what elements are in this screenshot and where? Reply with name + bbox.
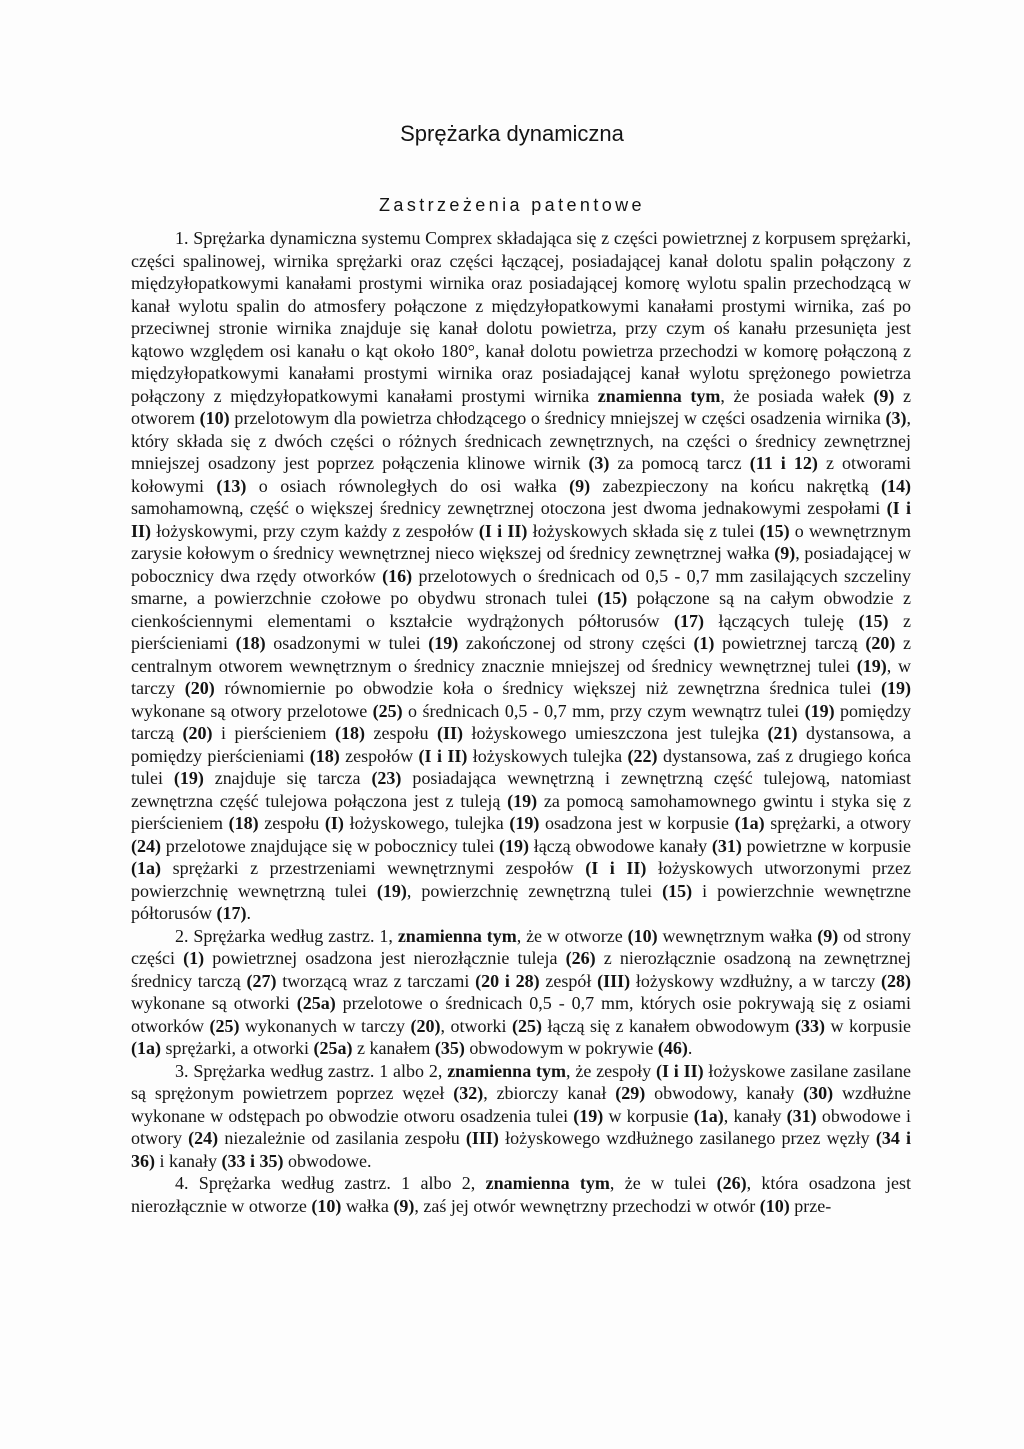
claim-text: tworzącą wraz z tarczami [276,970,476,991]
claim-reference: (3) [885,408,907,428]
claim-text: powietrznej osadzona jest nierozłącznie tuleja [204,948,566,968]
claim-reference: (II) [437,723,463,743]
claim-reference: (20) [184,678,215,698]
claim-text: i powierzchnie wewnętrzne półtorusów [131,880,911,923]
claim-reference: (10) [759,1195,790,1216]
claim-reference: (25a) [296,993,336,1013]
claim-reference: (23) [371,768,402,788]
claim-reference: (9) [873,385,895,406]
claim-reference: (34 i 36) [131,1128,911,1171]
claim-text: . [246,903,251,923]
claim-number: 2. [175,925,189,946]
claim-text: obwodowe i otwory [131,1105,911,1148]
claim-reference: (19) [428,633,459,653]
claim-reference: (1a) [734,813,765,833]
claim-reference: (10) [311,1195,342,1216]
claim-reference: (19) [376,880,407,901]
claim-text: sprężarki, a otworki [161,1038,314,1058]
claim-text: łożyskowego, tulejka [343,813,510,833]
claim-text: o średnicach 0,5 - 0,7 mm, przy czym wewnątrz tulei [402,700,805,721]
claim-number: 4. [175,1173,189,1193]
claim-text: wałka [341,1195,394,1216]
claim-text: , że zespoły [566,1060,656,1081]
claim-reference: (3) [588,453,610,473]
claim-text: znajduje się tarcza [203,768,372,788]
claim-text: za pomocą tarcz [609,453,750,473]
claim-reference: (18) [334,723,365,743]
claim-text: obwodowy, kanały [645,1083,804,1103]
claim-reference: (15) [858,610,889,631]
patent-claim [131,1172,911,1217]
claim-text: , powierzchnię zewnętrzną tulei [406,880,663,901]
patent-claim [131,1060,911,1173]
claim-text: , zbiorczy kanał [483,1083,616,1103]
claim-text: i kanały [155,1150,222,1171]
claim-text: osadzonymi w tulei [265,633,429,653]
claim-text: z pierścieniami [131,610,911,653]
claim-reference: znamienna tym [447,1060,567,1081]
claim-reference: (1a) [693,1105,724,1126]
claim-reference: (I i II) [655,1060,704,1081]
claims-body [131,227,911,1217]
claim-reference: (30) [803,1083,834,1103]
claim-text: i pierścieniem [212,723,335,743]
claim-reference: (1) [183,948,205,968]
claim-text: , który składa się z dwóch części o różnych średnicach zewnętrznych, na części o średnicy zewnętrznej mniejszej osadzony jest poprzez połączenia klinowe wirnik [131,408,912,473]
claim-reference: (20) [182,723,213,743]
claim-text: łączą obwodowe kanały [528,835,712,856]
claim-text: , zaś jej otwór wewnętrzny przechodzi w otwór [414,1195,760,1216]
claim-text: , że w tulei [609,1173,717,1193]
claim-reference: (10) [199,408,230,428]
claim-reference: (I i II) [418,745,468,766]
claim-text: sprężarki z przestrzeniami wewnętrznymi zespołów [161,858,586,878]
claim-text: zakończonej od strony części [458,633,694,653]
claim-text: od strony części [131,925,911,968]
claim-text: sprężarki, a otwory [764,813,912,833]
claim-text: posiadająca wewnętrzną i zewnętrzną część tulejową, natomiast zewnętrzna część tulejowa połączona jest z tuleją [131,768,912,811]
claim-reference: (18) [235,633,266,653]
claim-text: łożyskowego umieszczona jest tulejka [463,723,768,743]
claim-reference: (31) [786,1105,817,1126]
claim-reference: (26) [716,1173,747,1193]
claim-reference: (46) [657,1038,688,1058]
claim-text: przelotowym dla powietrza chłodzącego o średnicy mniejszej w części osadzenia wirnika [229,408,886,428]
claim-text: łożyskowego wzdłużnego zasilanego przez węzły [498,1128,876,1148]
claim-reference: (19) [804,700,835,721]
claim-text: , że w otworze [516,925,628,946]
claim-reference: (20 i 28) [475,970,540,991]
claim-reference: (11 i 12) [749,453,818,473]
claim-text: o wewnętrznym zarysie kołowym o średnicy wewnętrznej nieco większej od średnicy zewnętrznej wałka [131,520,911,563]
claim-text: łożyskowymi, przy czym każdy z zespołów [151,520,479,541]
claim-reference: (19) [507,790,538,811]
claim-text: przelotowe znajdujące się w pobocznicy tulei [161,835,499,856]
claim-reference: (9) [393,1195,415,1216]
claim-text: z kanałem [352,1038,435,1058]
claim-text: wewnętrznym wałka [657,925,818,946]
claim-text: z nierozłącznie osadzoną na zewnętrznej średnicy tarczą [131,948,911,991]
claim-reference: (35) [434,1038,465,1058]
claim-reference: (25a) [313,1038,353,1058]
claim-reference: (16) [382,565,413,586]
claim-reference: (27) [246,970,277,991]
claim-text: powietrznej tarczą [714,633,866,653]
claim-reference: znamienna tym [485,1173,610,1193]
claim-reference: (15) [597,588,628,608]
claim-reference: (17) [216,903,247,923]
claim-text: łożyskowych utworzonymi przez powierzchnię wewnętrzną tulei [131,858,911,901]
claim-reference: (15) [662,880,693,901]
claim-text: zespołu [258,813,325,833]
claim-reference: (17) [674,610,704,631]
claim-reference: (1) [693,633,715,653]
claim-reference: (13) [216,475,247,496]
claim-reference: (22) [627,745,658,766]
claim-text: przelotowe o średnicach 0,5 - 0,7 mm, których osie pokrywają się z osiami otworków [131,993,911,1036]
claim-reference: znamienna tym [597,385,721,406]
claim-reference: (I) [324,813,344,833]
claim-reference: (24) [131,835,161,856]
claim-text: osadzona jest w korpusie [539,813,735,833]
claim-text: niezależnie od zasilania zespołu [218,1128,466,1148]
claim-reference: (19) [856,655,887,676]
claim-reference: (28) [881,970,911,991]
claim-reference: (19) [173,768,204,788]
claim-text: wykonane są otworki [131,993,297,1013]
section-heading: Zastrzeżenia patentowe [379,195,645,215]
claim-reference: (31) [711,835,742,856]
claim-text: zespół [539,970,598,991]
claim-reference: (25) [209,1015,240,1036]
claim-text: . [687,1038,693,1058]
claim-text: , otworki [440,1015,513,1036]
claim-text: dystansowa, zaś z drugiego końca tulei [131,745,911,788]
claim-text: z otworem [131,385,911,428]
claim-reference: (10) [627,925,658,946]
claim-text: prze- [789,1195,832,1216]
claim-reference: (9) [774,543,796,563]
document-title: Sprężarka dynamiczna [400,121,624,146]
claim-reference: (19) [498,835,529,856]
patent-claim [131,925,911,1060]
claim-reference: (29) [615,1083,646,1103]
claim-reference: znamienna tym [397,925,517,946]
claim-reference: (1a) [131,858,161,878]
claim-reference: (18) [228,813,259,833]
claim-text: samohamowną, część o większej średnicy zewnętrznej otoczona jest dwoma jednakowymi zespołami [131,498,887,518]
claim-text: , w tarczy [131,655,911,698]
claim-text: zespołu [364,723,437,743]
claim-text: powietrzne w korpusie [741,835,911,856]
claim-text: łożyskowe zasilane zasilane są sprężonym powietrzem poprzez węzeł [131,1060,911,1103]
claim-reference: (I i II) [478,520,528,541]
claim-reference: (18) [309,745,340,766]
claim-text: , która osadzona jest nierozłącznie w otworze [131,1173,911,1216]
claim-text: , posiadającej w pobocznicy dwa rzędy otworków [131,543,912,586]
claim-text: w korpusie [603,1105,694,1126]
claim-text: łączących tuleję [704,610,859,631]
claim-text: obwodowe. [283,1150,372,1171]
claim-reference: (1a) [131,1038,161,1058]
claim-text: w korpusie [824,1015,911,1036]
claim-reference: (26) [565,948,596,968]
claim-reference: (9) [569,475,591,496]
claim-text: równomiernie po obwodzie koła o średnicy większej niż zewnętrzna średnica tulei [214,678,882,698]
claim-text: zespołów [339,745,419,766]
claim-text: wykonanych w tarczy [239,1015,411,1036]
claim-text: łączą się z kanałem obwodowym [542,1015,795,1036]
claim-text: Sprężarka według zastrz. 1 albo 2, [188,1173,486,1193]
claim-reference: (20) [410,1015,441,1036]
claim-text: Sprężarka dynamiczna systemu Comprex składająca się z części powietrznej z korpusem sprężarki, części spalinowej, wirnika sprężarki oraz części łączącej, posiadającej kanał dolotu spalin połączony z międzyłopatkowymi kanałami prostymi wirnika oraz posiadającej komorę wylotu spalin przechodzącą w kanał wylotu spalin do atmosfery połączone z międzyłopatkowymi kanałami prostymi wirnika, zaś po przeciwnej stronie wirnika znajduje się kanał dolotu powietrza, przy czym oś kanału przesunięta jest kątowo względem osi kanału o kąt około 180°, kanał dolotu powietrza przechodzi w komorę połączoną z międzyłopatkowymi kanałami prostymi wirnika oraz posiadającej kanał wylotu sprężonego powietrza połączony z międzyłopatkowymi kanałami prostymi wirnika [131,228,911,406]
claim-text: zabezpieczony na końcu nakrętką [590,475,881,496]
claim-text: dystansowa, a pomiędzy pierścieniami [131,723,912,766]
claim-text: o osiach równoległych do osi wałka [246,475,570,496]
claim-number: 1. [175,228,189,248]
claim-reference: (9) [817,925,839,946]
claim-text: Sprężarka według zastrz. 1 albo 2, [188,1060,448,1081]
claim-text: obwodowym w pokrywie [464,1038,658,1058]
claim-number: 3. [175,1060,189,1081]
claim-text: pomiędzy tarczą [131,700,911,743]
claim-text: wzdłużne wykonane w odstępach po obwodzie otworu osadzenia tulei [131,1083,911,1126]
claim-reference: (15) [759,520,790,541]
claim-text: wykonane są otwory przelotowe [131,700,373,721]
claim-reference: (19) [881,678,912,698]
claim-reference: (III) [465,1128,499,1148]
claim-reference: (14) [880,475,911,496]
claim-reference: (25) [512,1015,543,1036]
claim-text: połączone są na całym obwodzie z cienkościennymi elementami o kształcie wydrążonych półtorusów [131,588,912,631]
claim-reference: (I i II) [585,858,647,878]
claim-text: , że posiada wałek [720,385,874,406]
claim-text: łożyskowych tulejka [467,745,628,766]
claim-reference: (25) [372,700,403,721]
claim-text: łożyskowych składa się z tulei [527,520,760,541]
claim-text: z centralnym otworem wewnętrznym o średnicy znacznie mniejszej od średnicy wewnętrznej tulei [131,633,911,676]
claim-reference: (21) [767,723,798,743]
patent-claim [131,227,911,925]
claim-text: Sprężarka według zastrz. 1, [188,925,398,946]
claim-reference: (33 i 35) [221,1150,284,1171]
claim-text: przelotowych o średnicach od 0,5 - 0,7 mm zasilających szczeliny smarne, a powierzchnie czołowe po obydwu stronach tulei [131,565,911,608]
claim-reference: (I i II) [131,498,911,541]
claim-reference: (32) [453,1083,484,1103]
claim-reference: (19) [573,1105,604,1126]
claim-reference: (24) [188,1128,219,1148]
claim-text: łożyskowy wzdłużny, a w tarczy [630,970,881,991]
claim-text: za pomocą samohamownego gwintu i styka się z pierścieniem [131,790,911,833]
claim-reference: (33) [794,1015,825,1036]
claim-text: z otworami kołowymi [131,453,912,496]
claim-text: , kanały [723,1105,787,1126]
claim-reference: (19) [509,813,540,833]
claim-reference: (20) [865,633,896,653]
claim-reference: (III) [597,970,631,991]
